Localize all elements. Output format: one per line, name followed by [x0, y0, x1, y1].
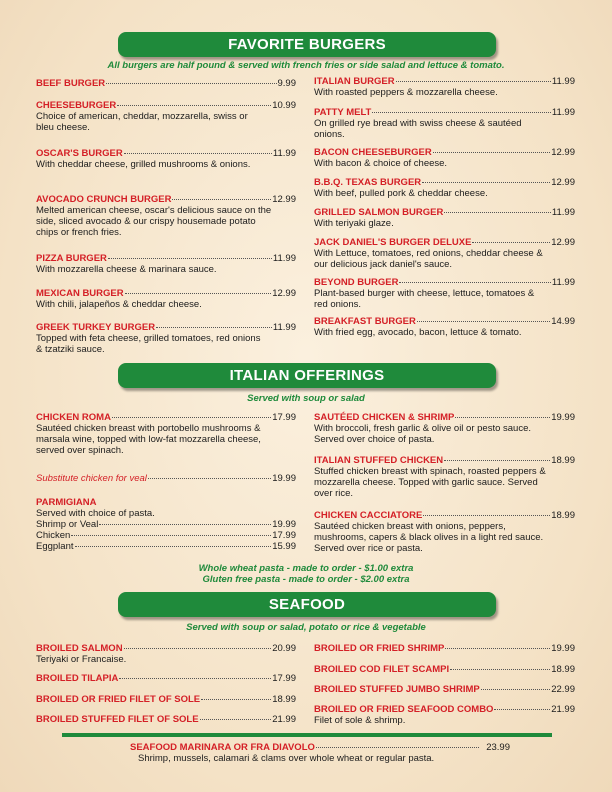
menu-item: GREEK TURKEY BURGER 11.99 Topped with feta cheese, grilled tomatoes, red onions & tzatziki sauce. [36, 322, 296, 355]
dot-leader [125, 293, 272, 294]
dot-leader [396, 81, 551, 82]
menu-item: BREAKFAST BURGER 14.99 With fried egg, avocado, bacon, lettuce & tomato. [314, 316, 575, 338]
dot-leader [112, 417, 271, 418]
section-banner-italian: ITALIAN OFFERINGS [118, 363, 496, 388]
dot-leader [148, 478, 271, 479]
dot-leader [156, 327, 272, 328]
dot-leader [71, 535, 271, 536]
dot-leader [106, 83, 276, 84]
menu-item: BROILED STUFFED JUMBO SHRIMP 22.99 [314, 684, 575, 695]
menu-item: BROILED OR FRIED SHRIMP 19.99 [314, 643, 575, 654]
dot-leader [445, 648, 550, 649]
dot-leader [444, 460, 550, 461]
menu-item-marinara: SEAFOOD MARINARA OR FRA DIAVOLO 23.99 Shrimp, mussels, calamari & clams over whole wheat or regular pasta. [130, 742, 510, 764]
menu-item: GRILLED SALMON BURGER 11.99 With teriyaki glaze. [314, 207, 575, 229]
dot-leader [201, 699, 271, 700]
dot-leader [172, 199, 271, 200]
menu-item: CHEESEBURGER 10.99 Choice of american, cheddar, mozzarella, swiss or bleu cheese. [36, 100, 296, 133]
menu-item: ITALIAN STUFFED CHICKEN 18.99 Stuffed chicken breast with spinach, roasted peppers & mozzarella cheese. Topped with garlic sauce. Served over rice. [314, 455, 575, 499]
menu-item: CHICKEN ROMA 17.99 Sautéed chicken breast with portobello mushrooms & marsala wine, topped with low-fat mozzarella cheese, served over spinach. [36, 412, 296, 456]
dot-leader [124, 153, 272, 154]
dot-leader [75, 546, 272, 547]
dot-leader [117, 105, 271, 106]
menu-item: SAUTÉED CHICKEN & SHRIMP 19.99 With broccoli, fresh garlic & olive oil or pesto sauce. Served over choice of pasta. [314, 412, 575, 445]
menu-item: MEXICAN BURGER 12.99 With chili, jalapeños & cheddar cheese. [36, 288, 296, 310]
section-divider [62, 733, 552, 737]
pasta-note-gluten-free: Gluten free pasta - made to order - $2.00 extra [202, 574, 410, 585]
substitute-veal: Substitute chicken for veal 19.99 [36, 473, 296, 484]
dot-leader [99, 524, 271, 525]
dot-leader [422, 182, 550, 183]
dot-leader [372, 112, 551, 113]
menu-item: BROILED TILAPIA 17.99 [36, 673, 296, 684]
dot-leader [481, 689, 550, 690]
menu-item: BEYOND BURGER 11.99 Plant-based burger with cheese, lettuce, tomatoes & red onions. [314, 277, 575, 310]
menu-item: PATTY MELT 11.99 On grilled rye bread with swiss cheese & sautéed onions. [314, 107, 575, 140]
dot-leader [494, 709, 550, 710]
dot-leader [108, 258, 272, 259]
menu-item: B.B.Q. TEXAS BURGER 12.99 With beef, pulled pork & cheddar cheese. [314, 177, 575, 199]
menu-item: BROILED SALMON 20.99 Teriyaki or Francaise. [36, 643, 296, 665]
menu-item: AVOCADO CRUNCH BURGER 12.99 Melted american cheese, oscar's delicious sauce on the side, sliced avocado & our crispy housemade potato chips or french fries. [36, 194, 296, 238]
seafood-subtitle: Served with soup or salad, potato or rice & vegetable [186, 622, 426, 633]
section-banner-seafood: SEAFOOD [118, 592, 496, 617]
menu-item: OSCAR'S BURGER 11.99 With cheddar cheese, grilled mushrooms & onions. [36, 148, 296, 170]
dot-leader [124, 648, 272, 649]
dot-leader [316, 747, 479, 748]
italian-subtitle: Served with soup or salad [247, 393, 365, 404]
dot-leader [450, 669, 550, 670]
dot-leader [472, 242, 550, 243]
menu-item: JACK DANIEL'S BURGER DELUXE 12.99 With Lettuce, tomatoes, red onions, cheddar cheese & our delicious jack daniel's sauce. [314, 237, 575, 270]
dot-leader [399, 282, 550, 283]
dot-leader [119, 678, 271, 679]
dot-leader [455, 417, 550, 418]
dot-leader [417, 321, 550, 322]
menu-item: BROILED COD FILET SCAMPI 18.99 [314, 664, 575, 675]
section-banner-burgers: FAVORITE BURGERS [118, 32, 496, 57]
menu-item: BEEF BURGER 9.99 [36, 78, 296, 89]
menu-item: BACON CHEESEBURGER 12.99 With bacon & choice of cheese. [314, 147, 575, 169]
menu-item: CHICKEN CACCIATORE 18.99 Sautéed chicken breast with onions, peppers, mushrooms, capers & black olives in a light red sauce. Served over rice or pasta. [314, 510, 575, 554]
menu-item: BROILED OR FRIED SEAFOOD COMBO 21.99 Filet of sole & shrimp. [314, 704, 575, 726]
menu-item: PIZZA BURGER 11.99 With mozzarella cheese & marinara sauce. [36, 253, 296, 275]
dot-leader [200, 719, 272, 720]
menu-item: ITALIAN BURGER 11.99 With roasted peppers & mozzarella cheese. [314, 76, 575, 98]
menu-item: PARMIGIANA Served with choice of pasta. Shrimp or Veal 19.99 Chicken 17.99 Eggplant 15.99 [36, 497, 296, 552]
dot-leader [433, 152, 551, 153]
pasta-note-whole-wheat: Whole wheat pasta - made to order - $1.00 extra [198, 563, 414, 574]
menu-item: BROILED OR FRIED FILET OF SOLE 18.99 [36, 694, 296, 705]
menu-item: BROILED STUFFED FILET OF SOLE 21.99 [36, 714, 296, 725]
burgers-subtitle: All burgers are half pound & served with french fries or side salad and lettuce & tomato. [107, 60, 505, 71]
dot-leader [423, 515, 550, 516]
dot-leader [444, 212, 551, 213]
